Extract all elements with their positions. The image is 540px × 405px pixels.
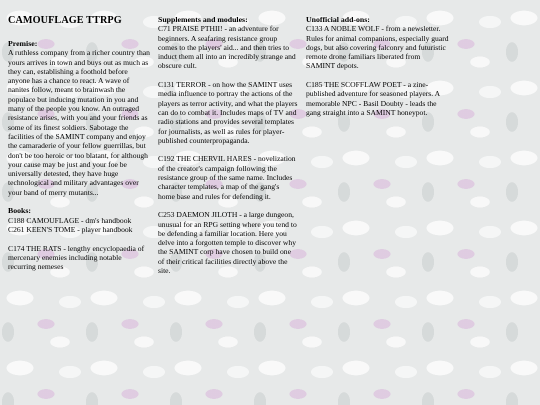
page-title: CAMOUFLAGE TTRPG bbox=[8, 15, 122, 26]
left-column bbox=[8, 15, 150, 271]
addon-item: C133 A NOBLE WOLF - from a newsletter. Rules for animal companions, especially guard dogs, but also covering falconry and futuristic remote drone familiars liberated from SAMINT depots. bbox=[306, 24, 449, 71]
books-heading: Books: bbox=[8, 206, 31, 216]
book-item: C261 KEEN'S TOME - player handbook bbox=[8, 224, 133, 234]
book-item: C188 CAMOUFLAGE - dm's handbook bbox=[8, 215, 132, 225]
supplement-item: C192 THE CHERVIL HARES - novelization of the creator's campaign following the resistance group of the same name. Includes character templates, a map of the gang's home base and rules for defending it. bbox=[158, 154, 296, 201]
addons-heading: Unofficial add-ons: bbox=[306, 15, 370, 24]
supplement-item: C253 DAEMON JILOTH - a large dungeon, unusual for an RPG setting where you tend to be defending a familiar location. Here you delve into a forgotten temple to discover why the SAMINT corp have chosen to build one of their critical facilities directly above the site. bbox=[158, 210, 297, 276]
book-item: C174 THE RATS - lengthy encyclopaedia of mercenary enemies including notable recurring nemeses bbox=[8, 243, 145, 272]
supplements-heading: Supplements and modules: bbox=[158, 15, 248, 24]
supplement-item: C71 PRAISE PTHII! - an adventure for beginners. A seafaring resistance group comes to the players' aid... and then tries to induct them all into an incredibly strange and obscure cult. bbox=[158, 24, 296, 71]
premise-text: A ruthless company from a richer country than yours arrives in town and buys out as much as they can, establishing a foothold before anyone has a chance to react. A wave of nanites follow, meant to brainwash the populace but inducing mutation in you and many of the people you know. An outraged resistance arises, with you and your friends as some of its finest soldiers. Sabotage the facilities of the SAMINT company and enjoy the camaraderie of your fellow guerrillas, but don't be too heroic or too blatant, for although your cause may be just and your foe be universally detested, they have huge technological and military advantages over your band of merry mutants... bbox=[8, 48, 150, 197]
addon-item: C185 THE SCOFFLAW POET - a zine-published adventure for seasoned players. A memorable NPC - Basil Doubty - leads the gang straight into a SAMINT honeypot. bbox=[306, 80, 440, 117]
middle-column bbox=[158, 15, 298, 275]
premise-heading: Premise: bbox=[8, 39, 38, 48]
right-column bbox=[306, 15, 450, 117]
supplement-item: C131 TERROR - on how the SAMINT uses media influence to portray the actions of the players as terror activity, and what the players can do to combat it. Includes maps of TV and radio stations and provides several templates for journalists, as well as rules for player-published counterpropaganda. bbox=[158, 80, 298, 145]
